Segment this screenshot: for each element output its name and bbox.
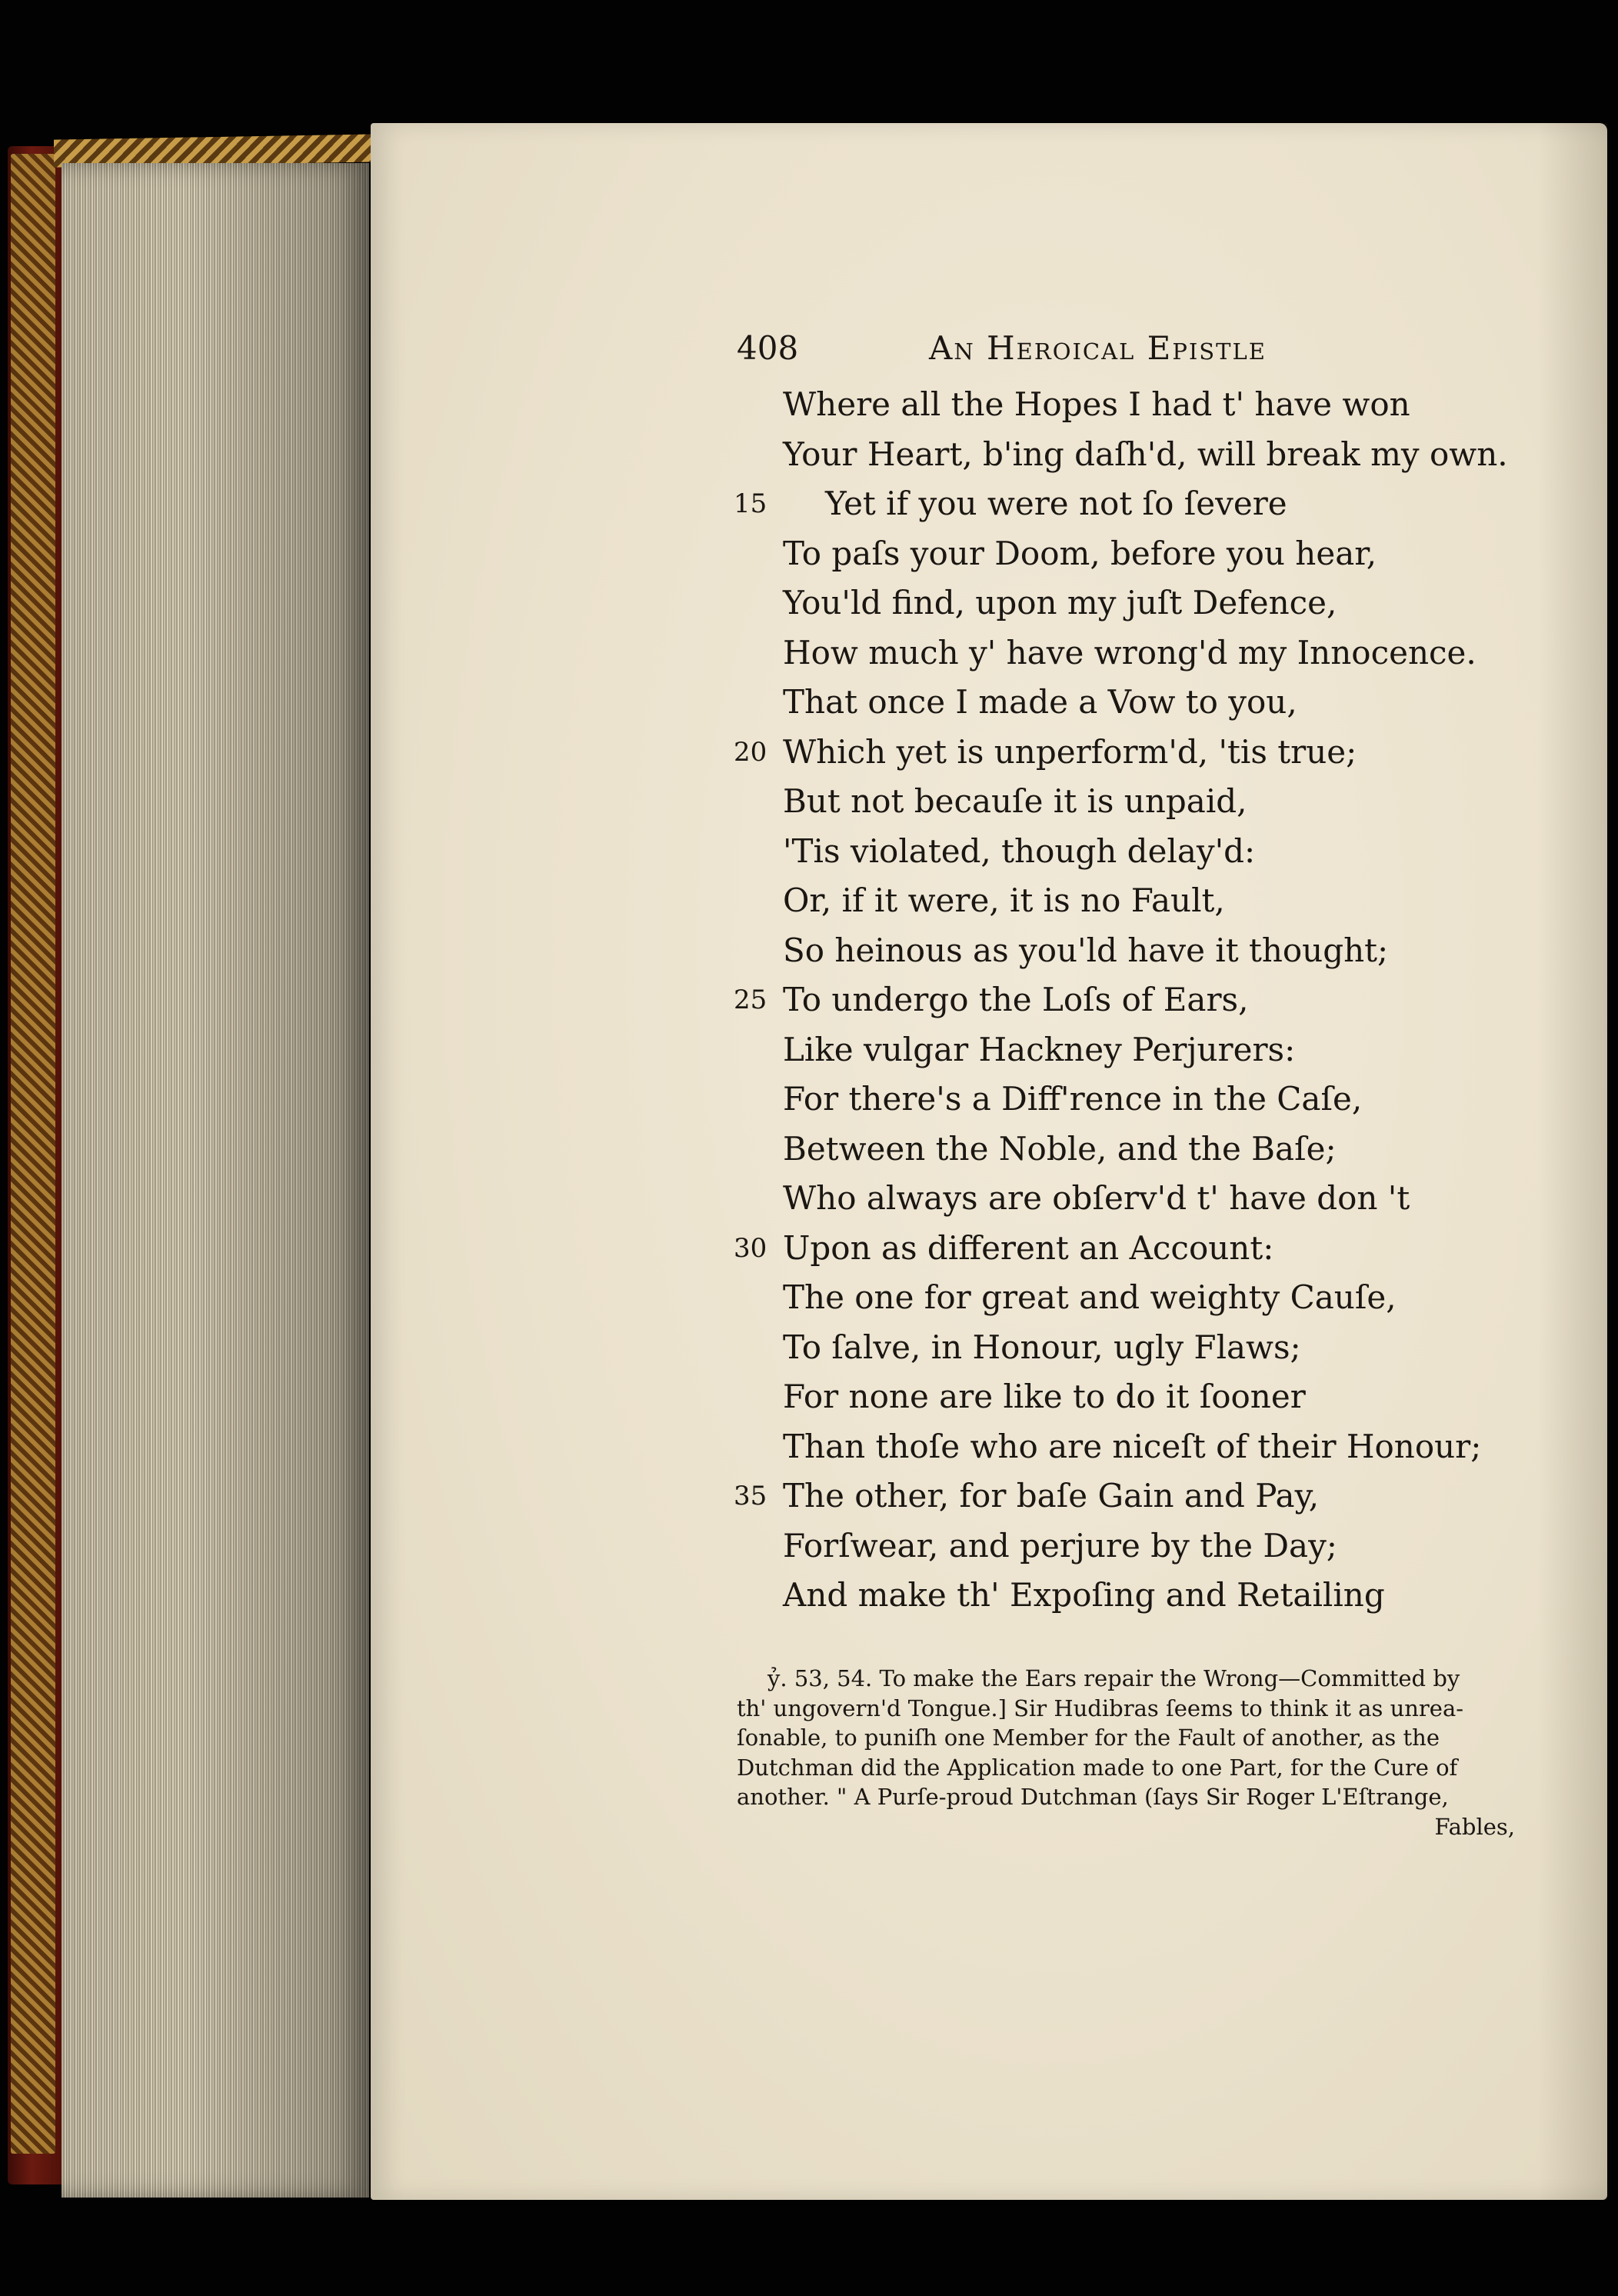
verse-line — [734, 479, 1552, 529]
verse-text: To ſalve, in Honour, ugly Flaws; — [783, 1328, 1301, 1366]
verse-text: Your Heart, b'ing daſh'd, will break my own. — [783, 435, 1508, 473]
verse-text: Between the Noble, and the Baſe; — [783, 1129, 1337, 1168]
verse-line — [734, 1471, 1552, 1521]
footnote-line: th' ungovern'd Tongue.] Sir Hudibras ſeems to think it as unrea- — [737, 1695, 1464, 1721]
page-number: 408 — [737, 329, 799, 367]
verse-text: Forſwear, and perjure by the Day; — [783, 1526, 1337, 1565]
verse-line — [737, 926, 1552, 976]
verse-line — [737, 1273, 1552, 1323]
verse-text: You'ld find, upon my juſt Defence, — [783, 584, 1337, 621]
verse-text: 'Tis violated, though delay'd: — [783, 831, 1256, 870]
verse-line — [737, 1323, 1552, 1373]
verse-text: Who always are obſerv'd t' have don 't — [783, 1179, 1410, 1217]
footnote-line: another. " A Purſe-proud Dutchman (ſays Sir Roger L'Eſtrange, — [737, 1784, 1449, 1810]
verse-text: Than thoſe who are niceſt of their Honour; — [783, 1427, 1482, 1465]
page-edges-shadow — [62, 163, 369, 2198]
verse-block — [734, 380, 1552, 1621]
line-number: 30 — [734, 1232, 767, 1264]
verse-line — [737, 827, 1552, 877]
verse-text: The other, for baſe Gain and Pay, — [783, 1477, 1320, 1515]
running-title — [929, 329, 1267, 367]
verse-text: How much y' have wrong'd my Innocence. — [783, 633, 1477, 671]
verse-line — [737, 678, 1552, 728]
verse-text: Or, if it were, it is no Fault, — [783, 881, 1225, 919]
verse-text: For none are like to do it ſooner — [783, 1378, 1306, 1415]
verse-line — [737, 1174, 1552, 1224]
verse-line — [737, 1075, 1552, 1125]
verse-text: To undergo the Loſs of Ears, — [783, 981, 1249, 1018]
verse-line — [737, 1422, 1552, 1472]
verse-text: Yet if you were not ſo ſevere — [825, 485, 1287, 522]
verse-line — [737, 1372, 1552, 1422]
verse-text: For there's a Diff'rence in the Caſe, — [783, 1080, 1363, 1118]
verse-text: To paſs your Doom, before you hear, — [783, 534, 1377, 572]
footnote-line: Fables, — [1434, 1813, 1515, 1840]
verse-text: And make th' Expoſing and Retailing — [783, 1576, 1385, 1614]
line-number: 35 — [734, 1481, 767, 1511]
verse-text: Upon as different an Account: — [783, 1228, 1274, 1267]
running-title-text: An Heroical Epistle — [929, 329, 1267, 367]
gilt-border-decoration — [11, 154, 55, 2154]
verse-text: That once I made a Vow to you, — [783, 683, 1297, 721]
footnote-line: ſonable, to puniſh one Member for the Fault of another, as the — [737, 1724, 1440, 1751]
verse-text: So heinous as you'ld have it thought; — [783, 931, 1389, 969]
footnote-line: Dutchman did the Application made to one Part, for the Cure of — [737, 1754, 1458, 1781]
footnote — [737, 1664, 1515, 1841]
verse-line — [737, 1571, 1552, 1621]
verse-line — [737, 1125, 1552, 1175]
footnote-line: ỷ. 53, 54. To make the Ears repair the Wrong—Committed by — [767, 1665, 1460, 1691]
verse-text: Where all the Hopes I had t' have won — [783, 385, 1410, 423]
verse-line — [737, 777, 1552, 827]
verse-line — [734, 728, 1552, 778]
verse-line — [737, 876, 1552, 926]
verse-line — [737, 430, 1552, 480]
verse-text: Which yet is unperform'd, 'tis true; — [783, 732, 1357, 771]
verse-text: Like vulgar Hackney Perjurers: — [783, 1030, 1296, 1068]
verse-line — [737, 628, 1552, 678]
verse-text: But not becauſe it is unpaid, — [783, 782, 1247, 820]
verse-line — [737, 380, 1552, 430]
line-number: 15 — [734, 488, 767, 519]
verse-line — [734, 1224, 1552, 1274]
running-head — [737, 329, 1352, 383]
verse-line — [737, 1521, 1552, 1571]
verse-line — [737, 578, 1552, 628]
line-number: 20 — [734, 736, 767, 768]
line-number: 25 — [734, 985, 767, 1015]
verse-line — [734, 975, 1552, 1025]
verse-line — [737, 1025, 1552, 1075]
verse-line — [737, 529, 1552, 579]
verse-text: The one for great and weighty Cauſe, — [783, 1278, 1397, 1316]
